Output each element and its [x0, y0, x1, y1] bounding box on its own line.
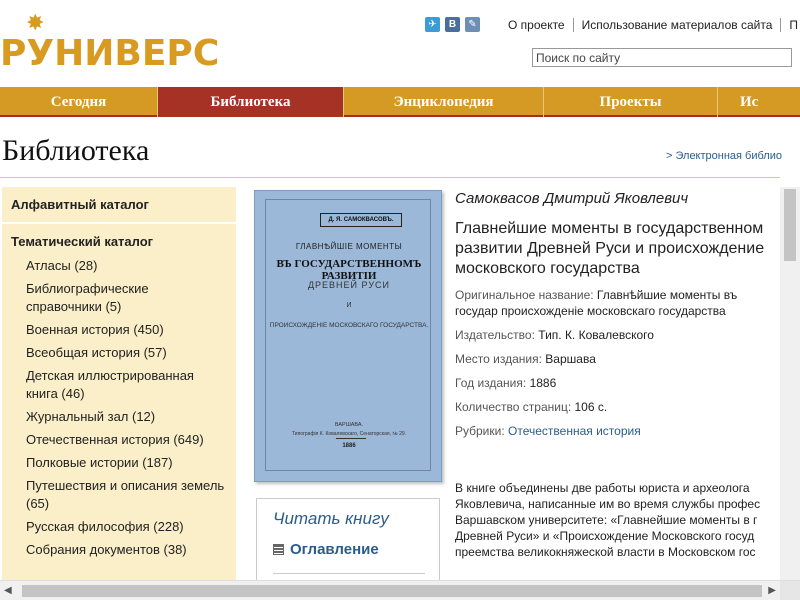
meta-original-value: Главнѣйшие моменты въ государ происхожденіе московскаго государства: [455, 288, 738, 318]
scroll-left-icon[interactable]: ◀: [4, 585, 12, 596]
logo-text: РУНИВЕРС: [0, 33, 220, 74]
meta-year: [455, 375, 780, 391]
thematic-list: [2, 253, 236, 562]
cover-divider: [336, 438, 366, 439]
meta-publisher-value: Тип. К. Ковалевского: [538, 328, 654, 342]
meta-publisher: [455, 327, 780, 343]
description-line: Древней Руси» и «Происхождение Московского госуд: [455, 529, 755, 543]
sidebar-item-military-history[interactable]: Военная история (450): [26, 322, 164, 337]
cover-title-line-4: И: [346, 302, 352, 309]
sidebar-item-national-history[interactable]: Отечественная история (649): [26, 432, 204, 447]
sidebar-item-travels[interactable]: Путешествия и описания земель (65): [26, 478, 225, 511]
meta-publisher-label: Издательство:: [455, 328, 535, 342]
page-title: Библиотека: [2, 134, 150, 167]
top-link-partial[interactable]: П: [789, 18, 798, 32]
catalog-sidebar: [2, 187, 236, 580]
social-links: [425, 17, 480, 32]
search-input[interactable]: Поиск по сайту: [532, 48, 792, 67]
cover-title-line-2: ВЪ ГОСУДАРСТВЕННОМЪ РАЗВИТІИ: [276, 258, 422, 282]
cover-place: ВАРШАВА.: [334, 422, 364, 428]
meta-year-label: Год издания:: [455, 376, 527, 390]
sidebar-item-children-books[interactable]: Детская иллюстрированная книга (46): [26, 368, 194, 401]
breadcrumb[interactable]: > Электронная библио: [666, 150, 782, 162]
toc-label: Оглавление: [290, 541, 379, 558]
sidebar-item-atlases[interactable]: Атласы (28): [26, 258, 98, 273]
about-link[interactable]: О проекте: [500, 18, 574, 32]
cover-title-line-1: ГЛАВНѢЙШІЕ МОМЕНТЫ: [295, 242, 403, 251]
meta-original-label: Оригинальное название:: [455, 288, 594, 302]
meta-rubrics: [455, 423, 780, 439]
meta-year-value: 1886: [529, 376, 557, 390]
vk-icon[interactable]: В: [445, 17, 460, 32]
meta-pages-label: Количество страниц:: [455, 400, 572, 414]
list-icon: [273, 544, 284, 555]
top-links: [500, 18, 800, 32]
description-line: В книге объединены две работы юриста и археолога: [455, 481, 750, 495]
book-author[interactable]: Самоквасов Дмитрий Яковлевич: [455, 190, 689, 207]
horizontal-scrollbar[interactable]: [0, 580, 800, 600]
scrollbar-corner: [780, 581, 800, 600]
description-line: Яковлевича, написанные им во время службы профес: [455, 497, 761, 511]
title-divider: [0, 177, 780, 178]
nav-history[interactable]: Ис: [740, 94, 759, 110]
meta-place: [455, 351, 780, 367]
nav-today[interactable]: Сегодня: [0, 87, 158, 117]
meta-rubrics-label: Рубрики:: [455, 424, 505, 438]
cover-year: 1886: [342, 443, 356, 449]
description-line: преемства великокняжеской власти в Московском гос: [455, 545, 756, 559]
livejournal-icon[interactable]: ✎: [465, 17, 480, 32]
meta-pages: [455, 399, 780, 415]
site-logo[interactable]: [0, 12, 230, 74]
cover-printer: Типографія К. Ковалевскаго, Сенаторская, № 29.: [291, 431, 407, 437]
read-book-box: [256, 498, 440, 582]
usage-terms-link[interactable]: Использование материалов сайта: [574, 18, 782, 32]
book-description: [455, 480, 780, 560]
book-title: Главнейшие моменты в государственном развитии Древней Руси и происхождение московского государства: [455, 220, 765, 277]
cover-author: Д. Я. САМОКВАСОВЪ.: [320, 213, 402, 227]
meta-pages-value: 106 с.: [574, 400, 608, 414]
telegram-icon[interactable]: ✈: [425, 17, 440, 32]
vertical-scroll-thumb[interactable]: [784, 189, 796, 261]
nav-encyclopedia[interactable]: Энциклопедия: [344, 87, 544, 117]
description-line: Варшавском университете: «Главнейшие моменты в г: [455, 513, 758, 527]
sidebar-item-journal-hall[interactable]: Журнальный зал (12): [26, 409, 156, 424]
read-box-divider: [273, 573, 425, 574]
nav-projects[interactable]: Проекты: [544, 87, 718, 117]
meta-rubrics-link[interactable]: Отечественная история: [508, 424, 641, 438]
meta-place-label: Место издания:: [455, 352, 542, 366]
cover-title-line-3: ДРЕВНЕЙ РУСИ: [307, 280, 391, 290]
book-meta: [455, 287, 780, 439]
table-of-contents-link[interactable]: [273, 541, 379, 558]
book-cover[interactable]: [254, 190, 442, 482]
cover-frame: [265, 199, 431, 471]
horizontal-scroll-thumb[interactable]: [22, 585, 762, 597]
main-nav: [0, 87, 800, 117]
logo-star-icon: ✸: [26, 10, 45, 35]
vertical-scrollbar[interactable]: [780, 187, 800, 580]
sidebar-item-philosophy[interactable]: Русская философия (228): [26, 519, 184, 534]
sidebar-item-documents[interactable]: Собрания документов (38): [26, 542, 187, 557]
read-book-link[interactable]: Читать книгу: [273, 509, 389, 528]
cover-title-line-5: ПРОИСХОЖДЕНІЕ МОСКОВСКАГО ГОСУДАРСТВА.: [269, 322, 429, 329]
sidebar-item-bibliographic[interactable]: Библиографические справочники (5): [26, 281, 149, 314]
scroll-right-icon[interactable]: ▶: [768, 585, 776, 596]
sidebar-item-regiment-histories[interactable]: Полковые истории (187): [26, 455, 173, 470]
meta-original-title: [455, 287, 780, 319]
thematic-catalog-link[interactable]: Тематический каталог: [11, 234, 154, 249]
sidebar-item-world-history[interactable]: Всеобщая история (57): [26, 345, 167, 360]
meta-place-value: Варшава: [545, 352, 596, 366]
nav-library[interactable]: Библиотека: [158, 87, 344, 117]
book-info: [455, 190, 780, 447]
alphabetical-catalog-link[interactable]: Алфавитный каталог: [2, 187, 236, 224]
